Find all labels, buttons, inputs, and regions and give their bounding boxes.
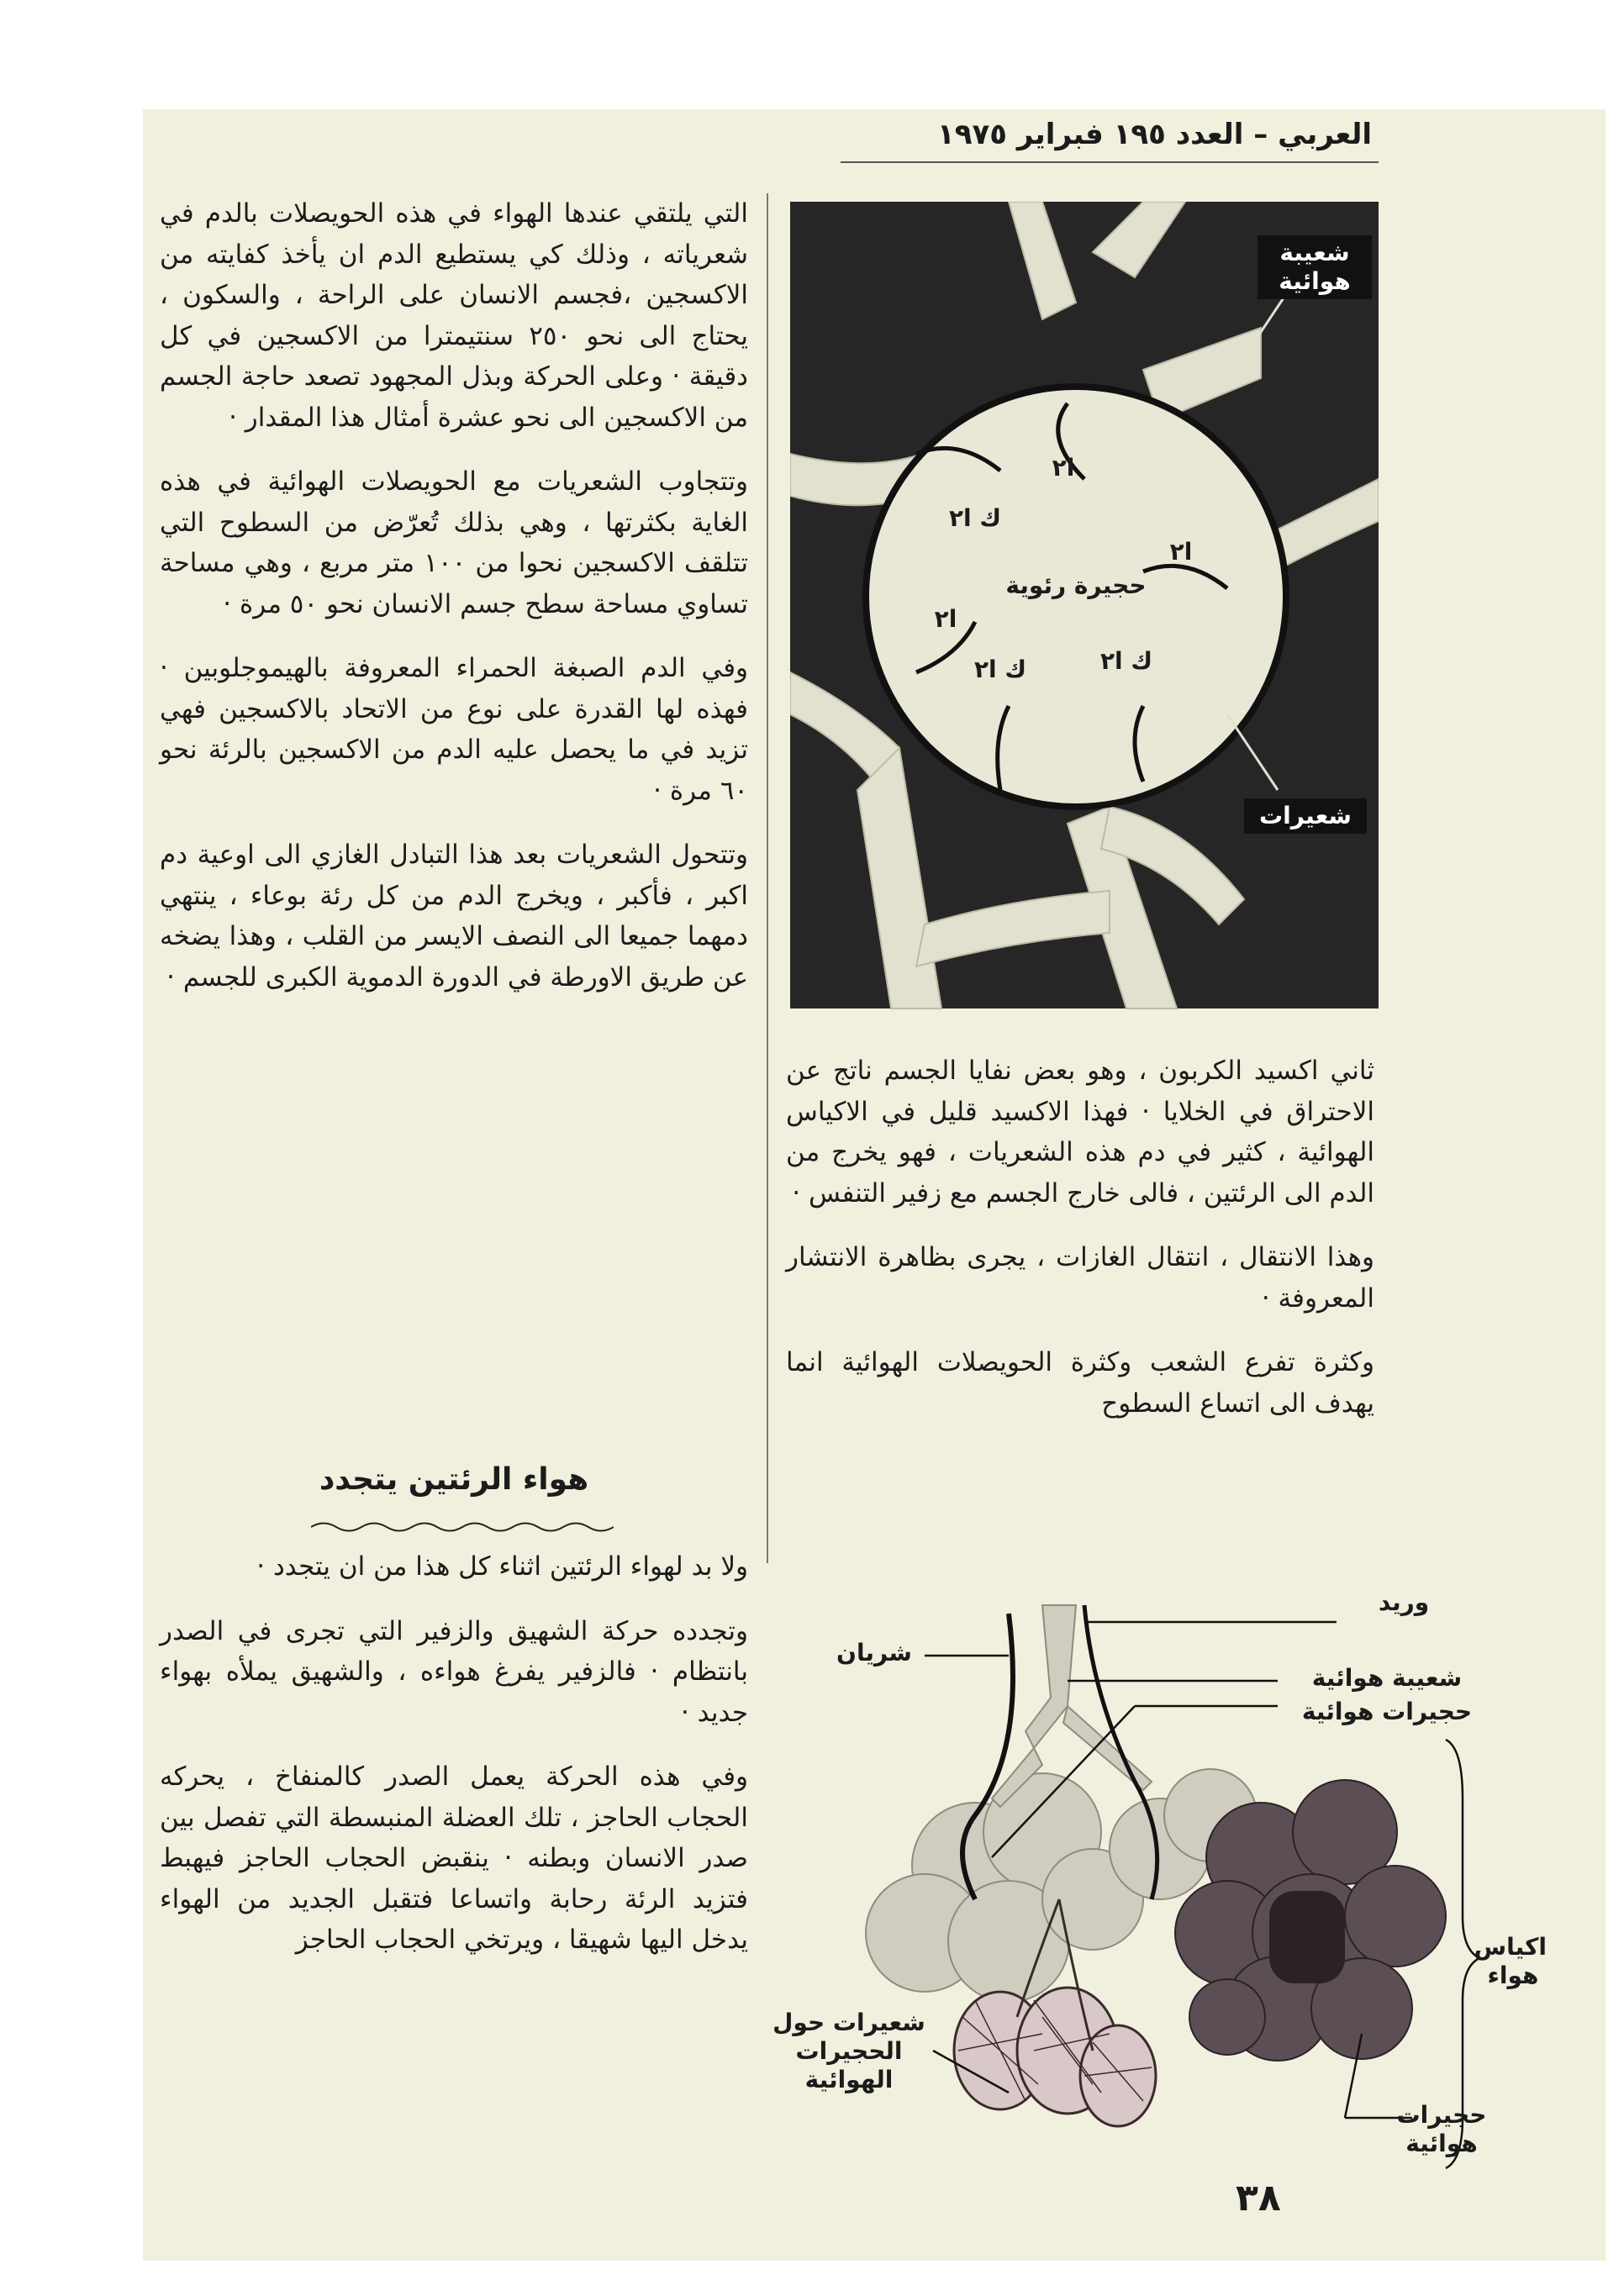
label-alveolus: حجيرة رئوية [1005,571,1147,599]
label-o2: ا٢ [934,605,957,633]
label-bronchiole: شعيبة هوائية [1258,235,1372,299]
label-alveoli: حجيرات هوائية [1301,1698,1473,1725]
paragraph: وفي الدم الصبغة الحمراء المعروفة بالهيموجلوبين · فهذه لها القدرة على نوع من الاتحاد بالاكسجين فهي تزيد في ما يحصل عليه الدم من الاكسجين بالرئة نحو ٦٠ مرة · [160,653,748,806]
alveolus-illustration [790,202,1379,1025]
label-o2: ا٢ [1052,454,1075,482]
label-artery: شريان [836,1639,912,1667]
label-capillaries: شعيرات [1244,798,1367,834]
column-divider [767,193,768,1563]
label-vein: وريد [1378,1588,1430,1616]
paragraph: وتتحول الشعريات بعد هذا التبادل الغازي الى اوعية دم اكبر ، فأكبر ، ويخرج الدم من كل رئة بوعاء ، ينتهي دمهما جميعا الى النصف الايسر من القلب ، وهذا يضخه عن طريق الاورطة في الدورة الدموية الكبرى للجسم · [160,840,748,993]
label-co2: ك ا٢ [973,656,1027,683]
label-capillaries-around: شعيرات حول الحجيرات الهوائية [772,2009,925,2093]
alveoli-cluster-figure [757,1580,1547,2219]
header-rule [841,161,1379,163]
label-o2: ا٢ [1169,538,1193,566]
page-number: ٣٨ [1236,2177,1281,2220]
paragraph: وكثرة تفرع الشعب وكثرة الحويصلات الهوائية انما يهدف الى اتساع السطوح [786,1347,1374,1419]
label-air-sacs: اكياس هواء [1474,1933,1547,1989]
left-column-top [160,193,748,1021]
label-alveoli-bottom: حجيرات هوائية [1396,2101,1487,2157]
paragraph: وتتجاوب الشعريات مع الحويصلات الهوائية في هذه الغاية بكثرتها ، وهي بذلك تُعرّض من السطوح التي تتلقف الاكسجين نحوا من ١٠٠ متر مربع ، وهي مساحة تساوي مساحة سطح جسم الانسان نحو ٥٠ مرة · [160,466,748,619]
paragraph: التي يلتقي عندها الهواء في هذه الحويصلات بالدم في شعرياته ، وذلك كي يستطيع الدم ان يأخذ كفايته من الاكسجين ،فجسم الانسان على الراحة ، والسكون ، يحتاج الى نحو ٢٥٠ سنتيمترا من الاكسجين في كل دقيقة · وعلى الحركة وبذل المجهود تصعد حاجة الجسم من الاكسجين الى نحو عشرة أمثال هذا المقدار · [160,198,748,433]
paragraph: وهذا الانتقال ، انتقال الغازات ، يجرى بظاهرة الانتشار المعروفة · [786,1242,1374,1314]
page-header: العربي – العدد ١٩٥ فبراير ١٩٧٥ [937,118,1372,151]
paragraph: ثاني اكسيد الكربون ، وهو بعض نفايا الجسم ناتج عن الاحتراق في الخلايا · فهذا الاكسيد قليل في الاكياس الهوائية ، كثير في دم هذه الشعريات ، فهو يخرج من الدم الى الرئتين ، فالى خارج الجسم مع زفير التنفس · [786,1056,1374,1209]
right-column [786,1051,1374,1447]
paragraph: ولا بد لهواء الرئتين اثناء كل هذا من ان يتجدد · [256,1551,748,1582]
paragraph: وتجدده حركة الشهيق والزفير التي تجرى في الصدر بانتظام · فالزفير يفرغ هواءه ، والشهيق يملأه بهواء جديد · [160,1615,748,1728]
label-co2: ك ا٢ [1099,647,1153,675]
left-column-bottom [160,1546,748,1984]
label-co2: ك ا٢ [948,504,1002,532]
section-heading: هواء الرئتين يتجدد [319,1462,589,1497]
label-bronchiole-bottom: شعيبة هوائية [1311,1664,1463,1692]
alveolus-figure [790,202,1379,1025]
paragraph: وفي هذه الحركة يعمل الصدر كالمنفاخ ، يحركه الحجاب الحاجز ، تلك العضلة المنبسطة التي تفصل بين صدر الانسان وبطنه · ينقبض الحجاب الحاجز فيهبط فتزيد الرئة رحابة واتساعا فتقبل الجديد من الهواء يدخل اليها شهيقا ، ويرتخي الحجاب الحاجز [160,1761,748,1955]
heading-underline [311,1519,614,1535]
